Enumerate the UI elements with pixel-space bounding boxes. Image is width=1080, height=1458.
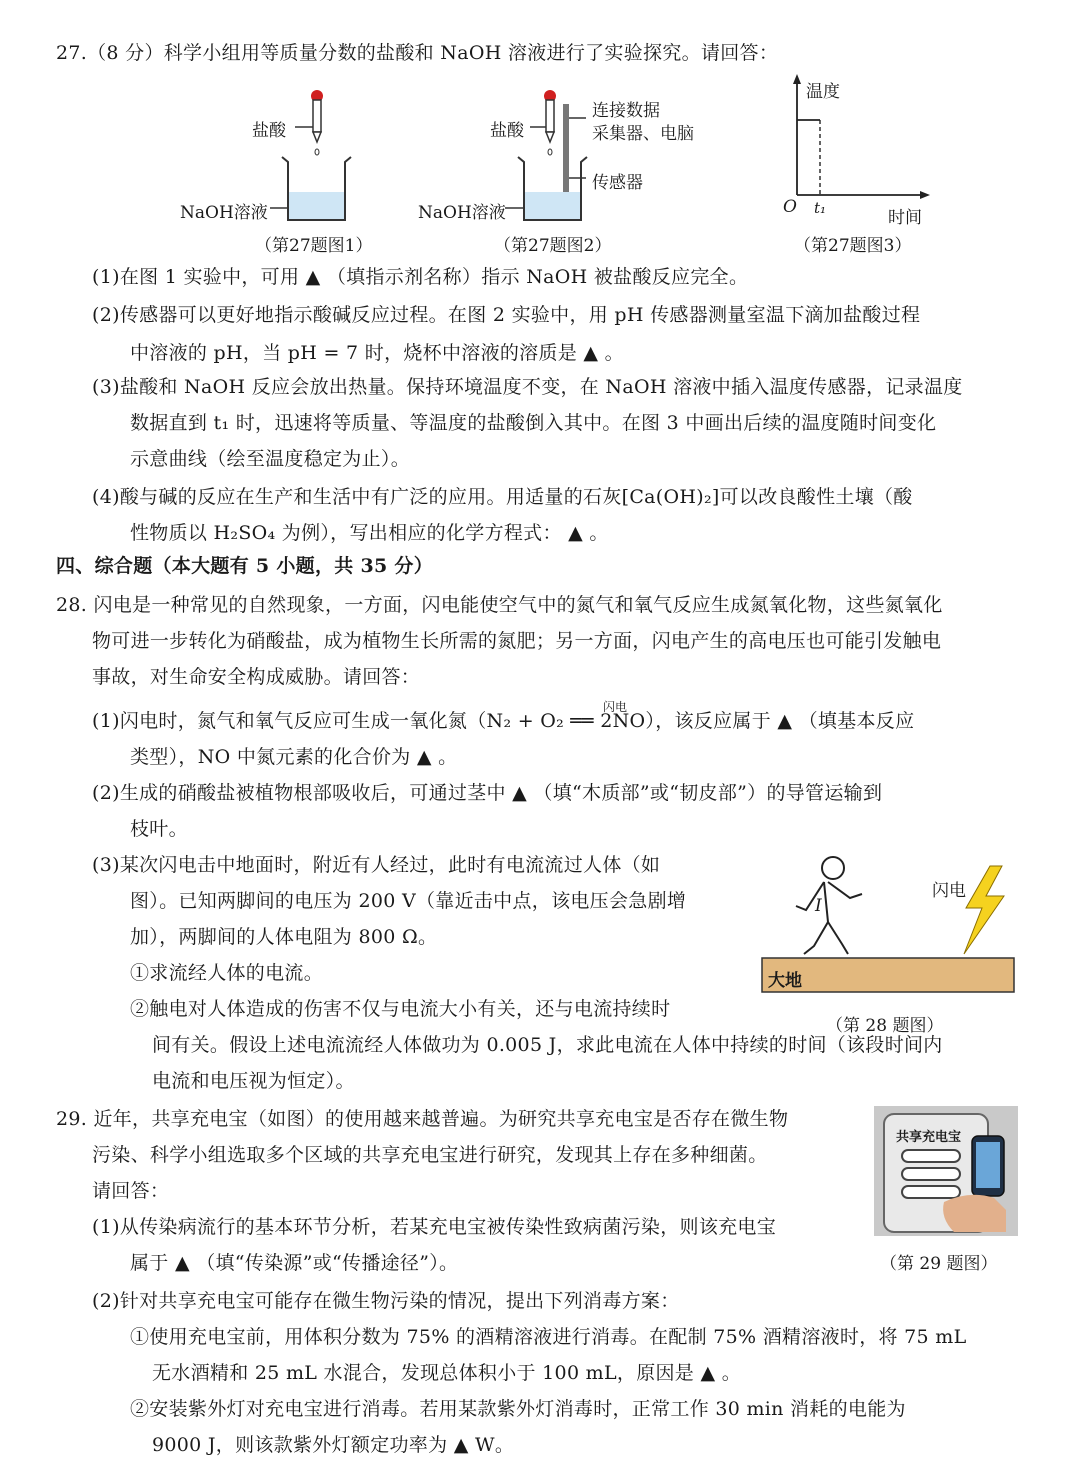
fig2-naoh-label: NaOH溶液 [418,203,506,223]
q29-sub-1-line-2: 无水酒精和 25 mL 水混合，发现总体积小于 100 mL，原因是 ▲ 。 [152,1362,741,1384]
section-4-heading: 四、综合题（本大题有 5 小题，共 35 分） [56,555,434,577]
q27-part-3-line-3: 示意曲线（绘至温度稳定为止）。 [130,448,411,470]
q29-sub-2-line-2: 9000 J，则该款紫外灯额定功率为 ▲ W。 [152,1434,515,1456]
q28-sub-2-line-2: 间有关。假设上述电流流经人体做功为 0.005 J，求此电流在人体中持续的时间（该段时间内 [152,1034,943,1056]
fig1-naoh-label: NaOH溶液 [180,203,268,223]
fig3-origin: O [783,197,797,217]
q27-part-4-line-1: (4)酸与碱的反应在生产和生活中有广泛的应用。用适量的石灰[Ca(OH)₂]可以改良酸性土壤（酸 [92,486,913,508]
fig3-x-label: 时间 [888,208,922,228]
walking-person-icon [796,857,862,954]
fig2-data-label-2: 采集器、电脑 [592,124,694,144]
q27-part-3-line-1: (3)盐酸和 NaOH 反应会放出热量。保持环境温度不变，在 NaOH 溶液中插入温度传感器，记录温度 [92,376,963,398]
q28-lightning-label: 闪电 [932,881,966,901]
q27-part-4-line-2: 性物质以 H₂SO₄ 为例），写出相应的化学方程式： ▲ 。 [130,522,609,544]
fig2-data-label-1: 连接数据 [592,101,660,121]
q28-eq-condition: 闪电 [603,700,628,714]
q28-sub-2-line-3: 电流和电压视为恒定）。 [152,1070,355,1092]
fig3-y-label: 温度 [806,82,840,102]
q27-part-2-line-1: (2)传感器可以更好地指示酸碱反应过程。在图 2 实验中，用 pH 传感器测量室温下滴加盐酸过程 [92,304,921,326]
q29-line-2: 污染、科学小组选取多个区域的共享充电宝进行研究，发现其上存在多种细菌。 [92,1144,768,1166]
fig1-caption: （第27题图1） [255,236,373,256]
q28-part-3-line-3: 加），两脚间的人体电阻为 800 Ω。 [130,926,438,948]
q27-part-2-line-2: 中溶液的 pH，当 pH = 7 时，烧杯中溶液的溶质是 ▲ 。 [130,342,624,364]
q28-caption: （第 28 题图） [826,1016,944,1036]
q28-line-2: 物可进一步转化为硝酸盐，成为植物生长所需的氮肥；另一方面，闪电产生的高电压也可能引发触电 [92,630,942,652]
q29-part-1-line-1: (1)从传染病流行的基本环节分析，若某充电宝被传染性致病菌污染，则该充电宝 [92,1216,777,1238]
q28-sub-1: ①求流经人体的电流。 [130,962,324,984]
q28-current-label: I [815,896,822,916]
q28-sub-2-line-1: ②触电对人体造成的伤害不仅与电流大小有关，还与电流持续时 [130,998,671,1020]
q29-part-1-line-2: 属于 ▲ （填“传染源”或“传播途径”）。 [130,1252,459,1274]
q29-device-label: 共享充电宝 [896,1130,962,1145]
q28-line-1: 28. 闪电是一种常见的自然现象，一方面，闪电能使空气中的氮气和氧气反应生成氮氧化物，这些氮氧化 [56,594,943,616]
q27-part-1: (1)在图 1 实验中，可用 ▲ （填指示剂名称）指示 NaOH 被盐酸反应完全。 [92,266,749,288]
fig3-t1: t₁ [814,199,827,217]
fig3-caption: （第27题图3） [794,236,912,256]
q28-ground-label: 大地 [768,971,802,991]
q28-part-3-line-1: (3)某次闪电击中地面时，附近有人经过，此时有电流流过人体（如 [92,854,661,876]
q27-header: 27.（8 分）科学小组用等质量分数的盐酸和 NaOH 溶液进行了实验探究。请回答： [56,42,779,64]
fig2-caption: （第27题图2） [494,236,612,256]
q28-part-2-line-2: 枝叶。 [130,818,188,840]
q29-line-1: 29. 近年，共享充电宝（如图）的使用越来越普遍。为研究共享充电宝是否存在微生物 [56,1108,789,1130]
q29-sub-1-line-1: ①使用充电宝前，用体积分数为 75% 的酒精溶液进行消毒。在配制 75% 酒精溶液时，将 75 mL [130,1326,967,1348]
q28-part-1-line-1: (1)闪电时，氮气和氧气反应可生成一氧化氮（N₂ + O₂ ══ 2NO），该反应属于 ▲ （填基本反应 [92,710,915,732]
q29-caption: （第 29 题图） [880,1254,998,1274]
q29-line-3: 请回答： [92,1180,170,1202]
fig2-acid-label: 盐酸 [490,121,524,141]
q28-part-3-line-2: 图）。已知两脚间的电压为 200 V（靠近击中点，该电压会急剧增 [130,890,687,912]
q27-part-3-line-2: 数据直到 t₁ 时，迅速将等质量、等温度的盐酸倒入其中。在图 3 中画出后续的温度随时间变化 [130,412,937,434]
lightning-bolt-icon [964,866,1004,954]
q29-sub-2-line-1: ②安装紫外灯对充电宝进行消毒。若用某款紫外灯消毒时，正常工作 30 min 消耗的电能为 [130,1398,906,1420]
q28-part-2-line-1: (2)生成的硝酸盐被植物根部吸收后，可通过茎中 ▲ （填“木质部”或“韧皮部”）的导管运输到 [92,782,883,804]
fig1-acid-label: 盐酸 [252,121,286,141]
fig2-sensor-label: 传感器 [592,173,643,193]
q28-line-3: 事故，对生命安全构成威胁。请回答： [92,666,421,688]
q27-figure-3 [780,70,940,210]
q28-part-1-line-2: 类型），NO 中氮元素的化合价为 ▲ 。 [130,746,458,768]
q29-part-2: (2)针对共享充电宝可能存在微生物污染的情况，提出下列消毒方案： [92,1290,680,1312]
